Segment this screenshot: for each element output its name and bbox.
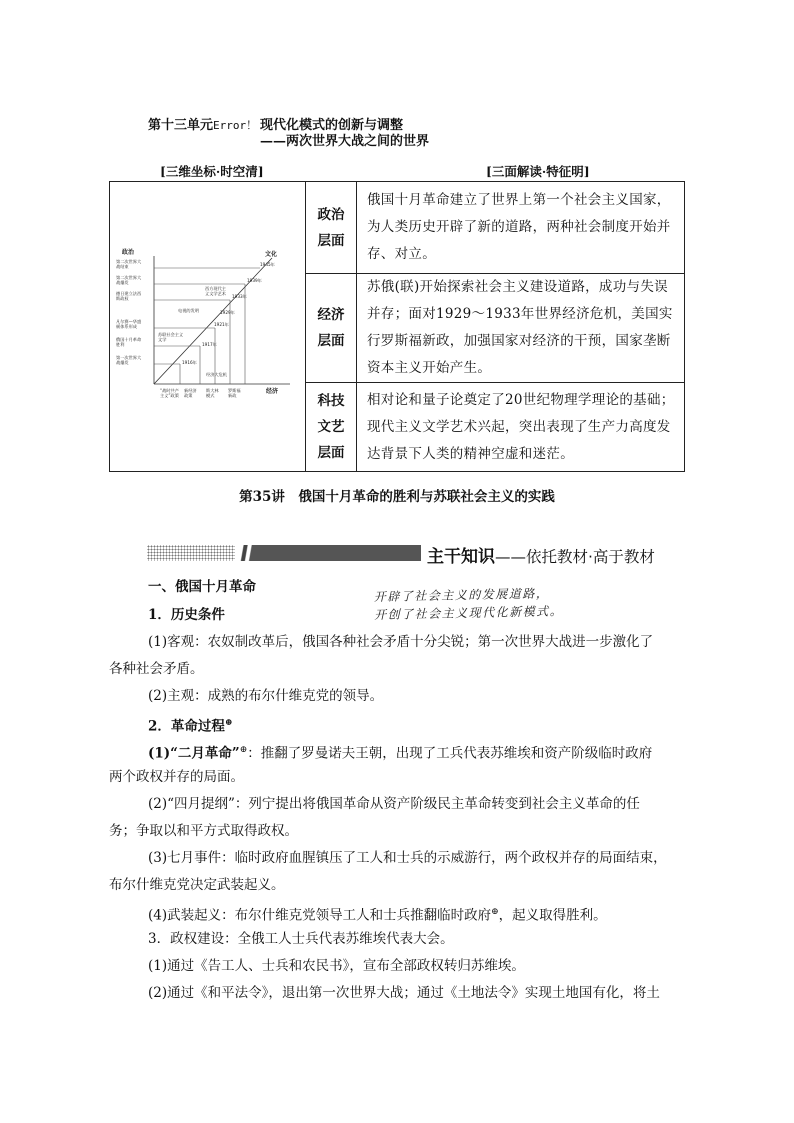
paragraph: (1)通过《告工人、士兵和农民书》，宣布全部政权转归苏维埃。 xyxy=(148,958,525,974)
lecture-title: 第35讲 俄国十月革命的胜利与苏联社会主义的实践 xyxy=(239,489,555,505)
paragraph xyxy=(148,740,652,764)
timeline-economy-item: 新经济 xyxy=(184,388,197,393)
timeline-politics-item: 战结束 xyxy=(116,264,129,269)
timeline-year: 1939年 xyxy=(247,278,262,283)
timeline-economy-item: 罗斯福 xyxy=(228,388,241,393)
timeline-year: 1916年 xyxy=(182,360,197,365)
error-marker: Error！ xyxy=(213,119,258,132)
aspect-name-politics xyxy=(306,182,357,274)
timeline-politics-item: 第一次世界大 xyxy=(116,355,142,360)
aspect-name-line: 层面 xyxy=(317,445,345,461)
timeline-politics-item: 第二次世界大 xyxy=(116,259,142,264)
note-line: 开创了社会主义现代化新模式。 xyxy=(374,604,564,622)
timeline-diagram xyxy=(110,186,305,467)
paragraph-text: (4)武装起义：布尔什维克党领导工人和士兵推翻临时政府 xyxy=(148,907,492,924)
timeline-culture-item: 西方现代主 xyxy=(205,286,226,291)
timeline-year: 1945年 xyxy=(260,262,275,267)
aspect-name-line: 层面 xyxy=(317,232,345,249)
overview-table xyxy=(109,181,685,472)
timeline-politics-item: 德日建立法西 xyxy=(116,291,142,296)
band-title xyxy=(427,542,655,567)
band-bar xyxy=(235,545,421,561)
timeline-economy-item: 新政 xyxy=(228,393,237,398)
timeline-crisis-label: 经济大危机 xyxy=(206,372,227,377)
band-dots xyxy=(147,545,237,561)
paragraph-text: ，起义取得胜利。 xyxy=(498,907,607,924)
paragraph: (2)“四月提纲”：列宁提出将俄国革命从资产阶级民主革命转变到社会主义革命的任 xyxy=(148,796,640,812)
note-line: 开辟了社会主义的发展道路， xyxy=(373,586,550,604)
paragraph: 各种社会矛盾。 xyxy=(109,661,204,677)
section-band xyxy=(147,542,707,566)
term: (1)“二月革命” xyxy=(148,745,240,762)
timeline-economy-item: 斯大林 xyxy=(206,388,219,393)
timeline-culture-item: 义文学艺术 xyxy=(205,291,226,296)
timeline-economy-item: “战时共产 xyxy=(160,388,179,393)
marker-icon: ⊕ xyxy=(491,907,499,917)
heading-october-revolution: 一、俄国十月革命 xyxy=(148,579,256,595)
timeline-year: 1929年 xyxy=(220,310,235,315)
paragraph-text: ：推翻了罗曼诺夫王朝，出现了工兵代表苏维埃和资产阶级临时政府 xyxy=(247,745,653,762)
timeline-y-label: 政治 xyxy=(122,249,135,256)
marker-icon: ⊕ xyxy=(239,745,248,755)
aspect-text-economy: 苏俄(联)开始探索社会主义建设道路，成功与失误并存；面对1929～1933年世界经济危机，美国实行罗斯福新政，加强国家对经济的干预，国家垄断资本主义开始产生。 xyxy=(357,274,685,383)
timeline-politics-item: 顿体系形成 xyxy=(116,324,137,329)
timeline-politics-item: 第二次世界大 xyxy=(116,275,142,280)
timeline-politics-item: 斯政权 xyxy=(116,296,129,301)
subheading-conditions: 1．历史条件 xyxy=(148,607,225,623)
paragraph: (2)通过《和平法令》，退出第一次世界大战；通过《土地法令》实现土地国有化，将土 xyxy=(148,985,660,1001)
aspect-name-line: 科技 xyxy=(317,393,345,409)
timeline-x-label: 经济 xyxy=(266,388,279,395)
subheading-text: 2．革命过程 xyxy=(148,718,225,735)
section-label-left: [三维坐标·时空清] xyxy=(160,164,264,179)
subheading-government: 3．政权建设：全俄工人士兵代表苏维埃代表大会。 xyxy=(148,931,454,947)
paragraph: (2)主观：成熟的布尔什维克党的领导。 xyxy=(148,688,384,704)
subheading-process xyxy=(148,713,232,737)
timeline-culture-item: 文学 xyxy=(158,337,167,342)
timeline-politics-item: 凡尔赛—华盛 xyxy=(116,319,142,324)
aspect-name-line: 政治 xyxy=(317,206,345,223)
handwritten-note xyxy=(374,584,564,624)
aspect-text-tech-culture: 相对论和量子论奠定了20世纪物理学理论的基础；现代主义文学艺术兴起，突出表现了生产力高度发达背景下人类的精神空虚和迷茫。 xyxy=(357,383,685,472)
timeline-culture-item: 苏联社会主义 xyxy=(158,332,184,337)
paragraph: (3)七月事件：临时政府血腥镇压了工人和士兵的示威游行，两个政权并存的局面结束， xyxy=(148,850,667,866)
paragraph xyxy=(148,902,607,926)
aspect-name-line: 文艺 xyxy=(317,419,345,435)
aspect-name-economy xyxy=(306,274,357,383)
paragraph: 务；争取以和平方式取得政权。 xyxy=(109,823,298,839)
unit-header xyxy=(148,118,430,149)
timeline-politics-item: 战爆发 xyxy=(116,280,129,285)
timeline-economy-item: 模式 xyxy=(206,393,215,398)
band-title-main: 主干知识 xyxy=(427,547,495,567)
section-label-right: [三面解读·特征明] xyxy=(486,164,590,179)
paragraph: 布尔什维克党决定武装起义。 xyxy=(109,877,285,893)
band-title-sub: ——依托教材·高于教材 xyxy=(495,548,655,566)
aspect-name-tech-culture xyxy=(306,383,357,472)
timeline-cell xyxy=(110,182,306,472)
unit-number: 第十三单元 xyxy=(148,118,214,133)
timeline-economy-item: 主义”政策 xyxy=(160,393,179,398)
unit-title: 现代化模式的创新与调整 xyxy=(260,118,404,133)
aspect-name-line: 层面 xyxy=(317,333,345,349)
timeline-economy-item: 政策 xyxy=(184,393,193,398)
paragraph: (1)客观：农奴制改革后，俄国各种社会矛盾十分尖锐；第一次世界大战进一步激化了 xyxy=(148,634,654,650)
timeline-year: 1921年 xyxy=(214,322,229,327)
unit-subtitle: ——两次世界大战之间的世界 xyxy=(260,134,430,149)
timeline-year: 1933年 xyxy=(232,294,247,299)
aspect-name-line: 经济 xyxy=(317,307,345,323)
timeline-culture-item: 电视的发明 xyxy=(178,308,199,313)
timeline-politics-item: 俄国十月革命 xyxy=(116,337,142,342)
timeline-politics-item: 胜利 xyxy=(116,342,125,347)
timeline-politics-item: 战爆发 xyxy=(116,360,129,365)
aspect-text-politics: 俄国十月革命建立了世界上第一个社会主义国家，为人类历史开辟了新的道路，两种社会制度开始并存、对立。 xyxy=(357,182,685,274)
timeline-year: 1917年 xyxy=(202,342,217,347)
marker-icon: ⊕ xyxy=(224,718,233,728)
timeline-culture-label: 文化 xyxy=(265,251,278,258)
paragraph: 两个政权并存的局面。 xyxy=(109,769,244,785)
